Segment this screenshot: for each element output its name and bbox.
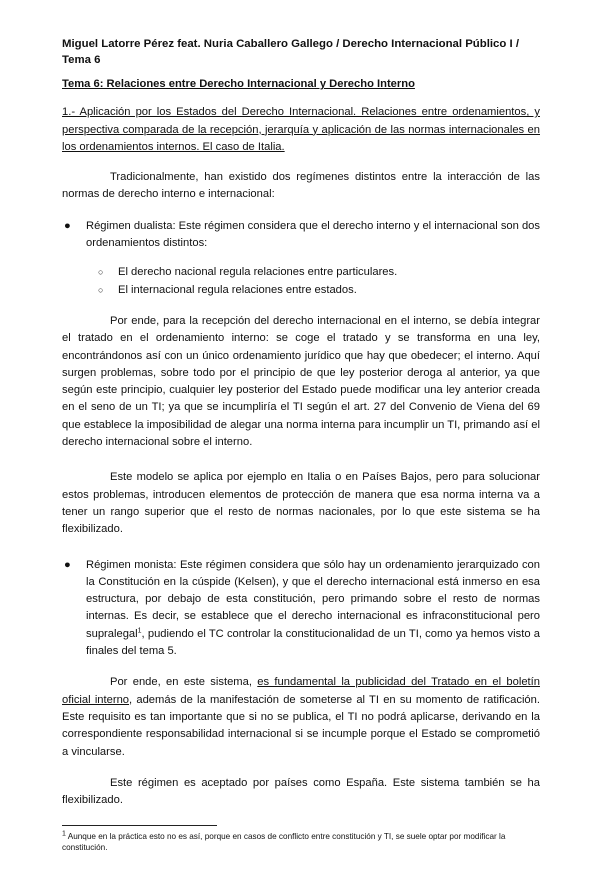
- circle-bullet-icon: ○: [98, 284, 104, 295]
- sub-item-text: El derecho nacional regula relaciones entre particulares.: [118, 266, 398, 279]
- sub-list: [62, 264, 540, 299]
- bullet-monist: [62, 557, 540, 661]
- bullet-text: Régimen dualista: Este régimen considera que el derecho interno y el internacional son dos ordenamientos distintos:: [86, 219, 540, 250]
- footnote-number: 1: [62, 830, 66, 838]
- paragraph: [62, 674, 540, 760]
- footnote: [62, 832, 540, 873]
- bullet-text: Régimen monista: Este régimen considera que sólo hay un ordenamiento jerarquizado con la Constitución en la cúspide (Kelsen), y que el derecho internacional está inmerso en esa estructura, por debajo de esta constitución, pero primando sobre el resto de normas internas. Es decir, se establece que el derecho internacional es infraconstitucional pero supralegal: [86, 558, 540, 640]
- sub-item-text: El internacional regula relaciones entre estados.: [118, 283, 357, 296]
- topic-heading: Tema 6: Relaciones entre Derecho Internacional y Derecho Interno: [62, 78, 415, 90]
- section-heading: 1.- Aplicación por los Estados del Derecho Internacional. Relaciones entre ordenamientos, y perspectiva comparada de la recepción, jerarquía y aplicación de las normas internacionales en los ordenamientos internos. El caso de Italia.: [62, 106, 540, 153]
- circle-bullet-icon: ○: [98, 267, 104, 278]
- footnote-divider: [62, 825, 217, 826]
- bullet-text-cont: , pudiendo el TC controlar la constitucionalidad de un TI, como ya hemos visto a finales del tema 5.: [86, 627, 540, 658]
- intro-paragraph: Tradicionalmente, han existido dos regímenes distintos entre la interacción de las normas de derecho interno e internacional:: [62, 171, 540, 201]
- document-page: [62, 0, 540, 873]
- paragraph: Por ende, para la recepción del derecho internacional en el interno, se debía integrar el tratado en el ordenamiento interno: se coge el tratado y se transforma en una ley, encontrándonos así con un único ordenamiento jurídico que hay que obedecer; el interno. Aquí surgen problemas, sobre todo por el principio de que ley posterior deroga al anterior, ya que según este principio, cualquier ley posterior del Estado puede modificar una ley anterior creada en el seno de un TI; ya que se incumpliría el TI según el art. 27 del Convenio de Viena del 69 que establece la imposibilidad de alegar una norma interna para incumplir un TI, primando así el derecho internacional sobre el interno.: [62, 314, 540, 449]
- sub-item: [62, 264, 540, 281]
- footnote-text: Aunque en la práctica esto no es así, porque en casos de conflicto entre constitución y TI, se suele optar por modificar la constitución.: [62, 832, 506, 852]
- footnote-ref[interactable]: 1: [137, 626, 142, 634]
- paragraph: Este régimen es aceptado por países como España. Este sistema también se ha flexibilizado.: [62, 776, 540, 807]
- text: Por ende, en este sistema,: [110, 676, 258, 689]
- document-header-title: Miguel Latorre Pérez feat. Nuria Caballero Gallego / Derecho Internacional Público I / Tema 6: [62, 38, 520, 66]
- underlined-text: es fundamental la publicidad del Tratado en el boletín oficial interno: [62, 676, 540, 706]
- bullet-dualist: [62, 218, 540, 253]
- bullet-icon: ●: [64, 219, 71, 232]
- text: , además de la manifestación de someterse al TI en su momento de ratificación. Este requisito es tan importante que si no se publica, el TI no podrá aplicarse, derivando en la correspondiente responsabilidad internacional si se incumple porque el Estado se comprometió a vincularse.: [62, 693, 540, 758]
- sub-item: [62, 282, 540, 299]
- paragraph: Este modelo se aplica por ejemplo en Italia o en Países Bajos, pero para solucionar estos problemas, introducen elementos de protección de manera que esa norma interna va a tener un rango superior que el resto de normas nacionales, por lo que este sistema se ha flexibilizado.: [62, 471, 540, 536]
- bullet-icon: ●: [64, 558, 71, 571]
